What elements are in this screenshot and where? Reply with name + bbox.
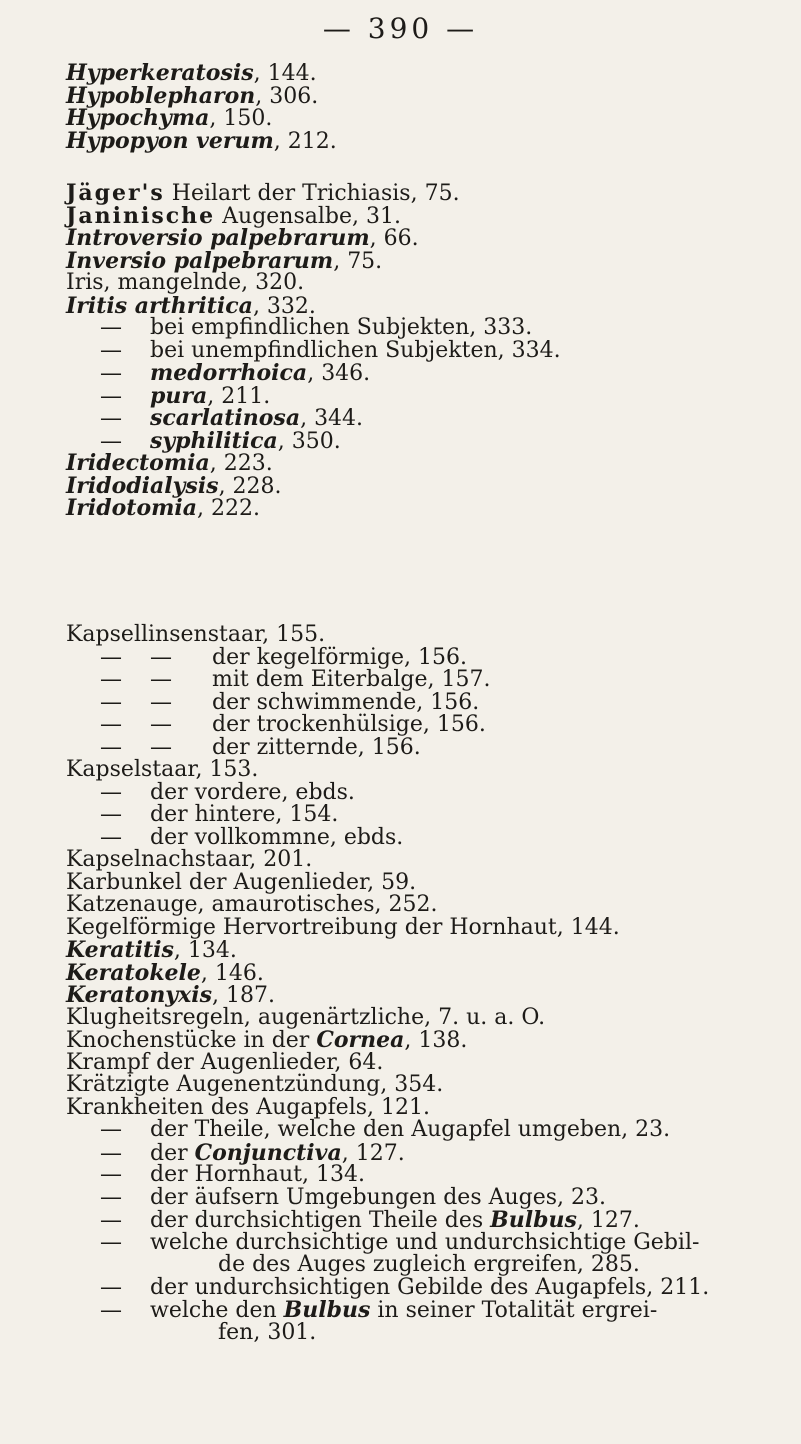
index-entry: Kapsellinsenstaar, 155. [66, 622, 326, 647]
entry-dash: — [100, 644, 122, 670]
entry-rest: der hintere, 154. [150, 802, 339, 827]
index-entry [66, 227, 776, 250]
index-entry [66, 452, 776, 475]
entry-rest: , 75. [333, 248, 383, 274]
entry-rest: , 223. [209, 451, 273, 476]
entry-term: Jäger's [66, 180, 165, 206]
entry-term: Keratokele [66, 959, 201, 986]
entry-rest: , 66. [369, 226, 419, 251]
entry-dash: — [100, 1117, 122, 1142]
index-entry [66, 984, 776, 1007]
entry-term: Conjunctiva [194, 1139, 342, 1166]
entry-term: Bulbus [490, 1207, 577, 1233]
entry-term: Keratitis [66, 937, 174, 963]
index-subentry [66, 337, 776, 363]
index-subentry [66, 824, 776, 850]
entry-term: Janinische [66, 202, 216, 229]
entry-term: Hypoblepharon [66, 82, 256, 109]
index-subentry [66, 714, 776, 737]
entry-ref: , 306. [255, 83, 319, 109]
entry-ref: , 212. [273, 128, 337, 154]
entry-rest: , 344. [300, 406, 364, 431]
entry-term: Inversio palpebrarum [66, 247, 334, 274]
entry-term: syphilitica [150, 427, 278, 454]
entry-rest: Heilart der Trichiasis, 75. [164, 181, 460, 206]
entry-rest: , 222. [197, 496, 261, 521]
entry-rest: de des Auges zugleich ergreifen, 285. [218, 1252, 640, 1277]
index-entry [66, 939, 776, 962]
entry-rest: , 211. [207, 383, 271, 409]
entry-rest: welche durchsichtige und undurchsichtige Gebil- [150, 1229, 700, 1255]
index-subentry [66, 644, 776, 670]
entry-rest: der vordere, ebds. [150, 779, 355, 805]
entry-dash: — [100, 428, 122, 454]
index-subentry [66, 1209, 776, 1232]
index-subentry [66, 669, 776, 692]
entry-rest: , 134. [173, 938, 237, 963]
entry-rest: der Theile, welche den Augapfel umgeben, 23. [150, 1117, 671, 1142]
index-entry: Kegelförmige Hervortreibung der Hornhaut, 144. [66, 914, 620, 940]
entry-rest: fen, 301. [218, 1319, 317, 1345]
entry-term: Introversio palpebrarum [66, 225, 370, 251]
index-subentry [66, 689, 776, 715]
entry-term: Cornea [316, 1027, 405, 1053]
entry-term: Hypochyma [66, 105, 210, 131]
index-block-i [66, 182, 776, 520]
entry-rest: , 146. [200, 960, 264, 986]
entry-rest: der äufsern Umgebungen des Auges, 23. [150, 1184, 607, 1210]
entry-ref: , 150. [209, 106, 273, 131]
index-subentry [66, 1229, 776, 1255]
entry-rest: , 127. [341, 1140, 405, 1166]
index-entry: Kapselstaar, 153. [66, 757, 259, 782]
entry-pre: der durchsichtigen Theile des [150, 1208, 491, 1233]
entry-dash: — [150, 689, 172, 715]
entry-rest: bei unempfindlichen Subjekten, 334. [150, 337, 561, 363]
entry-dash: — [100, 1162, 122, 1187]
index-entry: Karbunkel der Augenlieder, 59. [66, 869, 417, 895]
entry-dash: — [100, 689, 122, 715]
index-entry [66, 472, 776, 499]
index-subentry [66, 317, 776, 340]
entry-rest: der schwimmende, 156. [212, 689, 480, 715]
entry-dash: — [100, 383, 122, 409]
index-subentry [66, 1119, 776, 1142]
entry-term: Bulbus [283, 1297, 371, 1323]
entry-rest: , 228. [218, 473, 282, 499]
index-entry [66, 497, 776, 520]
entry-rest: der vollkommne, ebds. [150, 824, 404, 850]
index-entry [66, 82, 776, 109]
entry-dash: — [100, 406, 122, 431]
index-block-k [66, 624, 776, 1344]
index-entry: Klugheitsregeln, augenärtzliche, 7. u. a. O. [66, 1004, 546, 1030]
entry-rest: , 138. [404, 1028, 468, 1053]
entry-dash: — [100, 1184, 122, 1210]
entry-term: Keratonyxis [66, 982, 212, 1008]
entry-ref: , 144. [253, 61, 317, 86]
entry-dash: — [150, 667, 172, 692]
index-entry: Krankheiten des Augapfels, 121. [66, 1094, 430, 1120]
index-entry [66, 959, 776, 986]
entry-rest: der zitternde, 156. [212, 734, 421, 760]
index-block-hyp [66, 62, 776, 152]
entry-dash: — [100, 1229, 122, 1255]
index-entry: Krätzigte Augenentzündung, 354. [66, 1072, 444, 1097]
index-entry [66, 202, 776, 229]
entry-dash: — [100, 1208, 122, 1233]
index-entry [66, 292, 776, 319]
index-continuation [66, 1319, 776, 1345]
index-subentry [66, 779, 776, 805]
entry-term: Iridectomia [66, 450, 210, 476]
entry-dash: — [150, 644, 172, 670]
entry-dash: — [100, 1298, 122, 1323]
entry-term: pura [150, 382, 208, 409]
index-subentry [66, 1139, 776, 1166]
index-subentry [66, 1274, 776, 1300]
entry-rest: der Hornhaut, 134. [150, 1162, 365, 1187]
entry-term: Iris [66, 270, 104, 295]
index-entry [66, 127, 776, 154]
entry-rest: der trockenhülsige, 156. [212, 712, 486, 737]
index-subentry [66, 382, 776, 409]
index-continuation [66, 1254, 776, 1277]
index-subentry [66, 362, 776, 385]
entry-term: Iritis arthritica [66, 292, 253, 319]
page-number: — 390 — [322, 12, 479, 45]
entry-rest: , 350. [277, 428, 341, 454]
index-subentry [66, 734, 776, 760]
entry-dash: — [100, 337, 122, 363]
entry-rest: , mangelnde, 320. [103, 270, 305, 295]
entry-pre: der [150, 1140, 195, 1166]
index-entry [66, 62, 776, 85]
index-entry: Kapselnachstaar, 201. [66, 847, 313, 872]
entry-term: scarlatinosa [150, 405, 301, 431]
entry-rest: , 127. [576, 1208, 640, 1233]
entry-term: Iridotomia [66, 495, 198, 521]
entry-term: Hyperkeratosis [66, 60, 254, 86]
entry-pre: welche den [150, 1298, 284, 1323]
entry-dash: — [100, 802, 122, 827]
entry-rest: der undurchsichtigen Gebilde des Augapfels, 211. [150, 1274, 710, 1300]
entry-dash: — [100, 1274, 122, 1300]
entry-dash: — [100, 667, 122, 692]
entry-dash: — [100, 734, 122, 760]
entry-dash: — [100, 824, 122, 850]
entry-rest: Augensalbe, 31. [215, 203, 401, 229]
entry-term: Hypopyon verum [66, 127, 274, 154]
index-subentry [66, 1184, 776, 1210]
index-entry: Krampf der Augenlieder, 64. [66, 1049, 384, 1075]
entry-dash: — [100, 361, 122, 386]
index-entry [66, 182, 776, 205]
index-subentry [66, 1164, 776, 1187]
entry-rest: mit dem Eiterbalge, 157. [212, 667, 491, 692]
entry-dash: — [100, 779, 122, 805]
entry-rest: , 332. [252, 293, 316, 319]
index-entry [66, 1029, 776, 1052]
entry-dash: — [150, 734, 172, 760]
entry-term: Iridodialysis [66, 472, 219, 499]
index-entry [66, 272, 776, 295]
entry-dash: — [100, 315, 122, 340]
index-subentry [66, 804, 776, 827]
index-entry: Katzenauge, amaurotisches, 252. [66, 892, 438, 917]
index-entry [66, 247, 776, 274]
index-subentry [66, 427, 776, 454]
entry-dash: — [150, 712, 172, 737]
entry-rest: der kegelförmige, 156. [212, 644, 467, 670]
index-entry [66, 107, 776, 130]
entry-pre: Knochenstücke in der [66, 1028, 317, 1053]
index-subentry [66, 1299, 776, 1322]
entry-rest: , 187. [211, 983, 275, 1008]
entry-dash: — [100, 1140, 122, 1166]
index-subentry [66, 407, 776, 430]
entry-rest: , 346. [307, 361, 371, 386]
entry-dash: — [100, 712, 122, 737]
entry-term: medorrhoica [150, 360, 308, 386]
entry-rest: bei empfindlichen Subjekten, 333. [150, 315, 533, 340]
entry-rest: in seiner Totalität ergrei- [370, 1298, 658, 1323]
